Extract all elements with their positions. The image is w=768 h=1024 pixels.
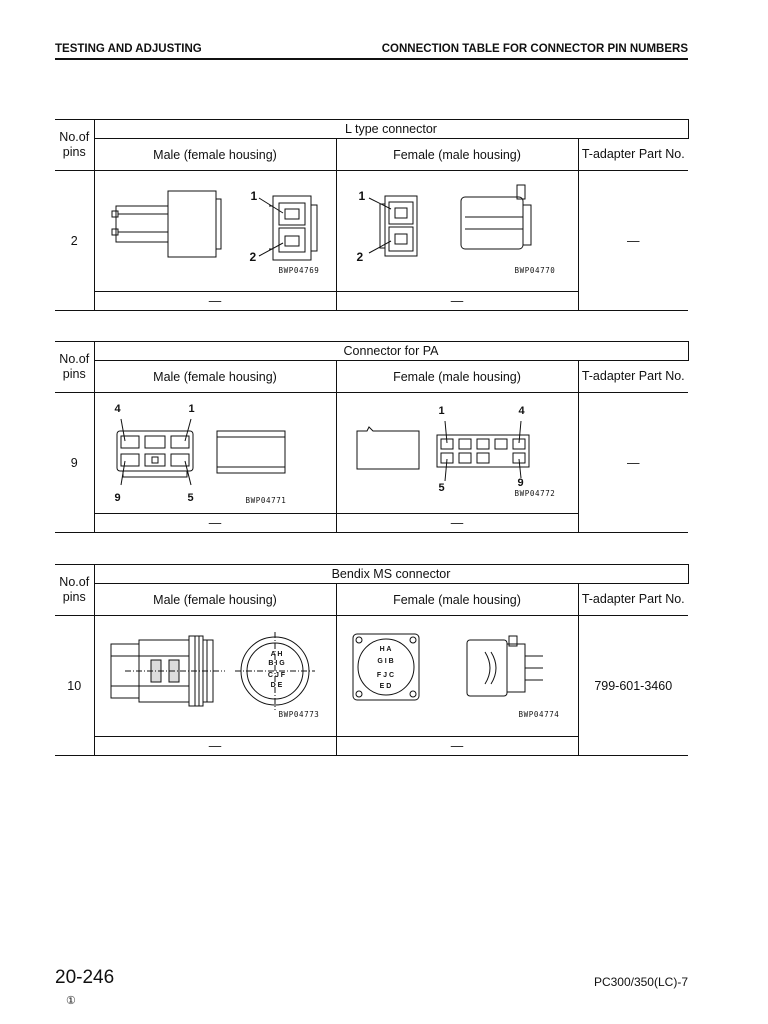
pin-mark: 9 [114,492,121,504]
no-of-pins-header: No.of pins [55,565,94,616]
page-number: 20-246 [55,967,115,988]
section-title: TESTING AND ADJUSTING [55,43,202,55]
male-drawing-cell [94,616,336,737]
pin-mark: 4 [518,405,525,417]
male-part-number: — [94,292,336,311]
tadapter-header: T-adapter Part No. [578,139,688,171]
pin-count: 2 [55,171,94,311]
l-type-connector-table [55,119,689,311]
tadapter-part-number: — [578,171,688,311]
drawing-code: BWP04772 [514,489,556,498]
male-drawing-cell [94,393,336,514]
male-header: Male (female housing) [94,139,336,171]
female-part-number: — [336,514,578,533]
male-part-number: — [94,737,336,756]
pin-letter: H A [379,646,392,653]
female-part-number: — [336,292,578,311]
male-header: Male (female housing) [94,584,336,616]
male-header: Male (female housing) [94,361,336,393]
pin-mark: 1 [438,405,445,417]
pin-count: 9 [55,393,94,533]
drawing-code: BWP04771 [245,496,287,505]
pin-mark: 4 [114,403,121,415]
drawing-code: BWP04774 [518,710,560,719]
pin-mark: 9 [517,477,524,489]
tadapter-part-number: — [578,393,688,533]
tadapter-header: T-adapter Part No. [578,361,688,393]
connector-type-title: L type connector [94,120,688,139]
no-of-pins-header: No.of pins [55,342,94,393]
pin-mark: 2 [249,250,257,264]
male-drawing-cell [94,171,336,292]
no-of-pins-header: No.of pins [55,120,94,171]
pin-letter: B I G [268,660,285,667]
pin-letter: F J C [376,672,395,679]
pin-mark: 5 [438,482,445,494]
drawing-code: BWP04770 [514,266,556,275]
pin-letter: A H [270,651,283,658]
female-part-number: — [336,737,578,756]
female-drawing-cell [336,171,578,292]
pin-mark: 5 [187,492,194,504]
pin-letter: D E [270,682,283,689]
pin-mark: 1 [188,403,195,415]
female-header: Female (male housing) [336,584,578,616]
revision-mark: ① [66,995,76,1007]
drawing-code: BWP04773 [278,710,320,719]
pa-connector-table [55,341,689,533]
female-drawing-cell [336,616,578,737]
connector-type-title: Connector for PA [94,342,688,361]
page-header [55,42,688,60]
pin-mark: 2 [356,250,364,264]
male-part-number: — [94,514,336,533]
pin-count: 10 [55,616,94,756]
machine-model: PC300/350(LC)-7 [593,975,688,989]
female-drawing-cell [336,393,578,514]
bendix-ms-connector-table [55,564,689,756]
tadapter-header: T-adapter Part No. [578,584,688,616]
pin-mark: 1 [358,189,366,203]
tadapter-part-number: 799-601-3460 [578,616,688,756]
page-topic: CONNECTION TABLE FOR CONNECTOR PIN NUMBERS [381,43,688,55]
connector-type-title: Bendix MS connector [94,565,688,584]
pin-letter: E D [379,683,392,690]
female-header: Female (male housing) [336,361,578,393]
pin-mark: 1 [250,189,258,203]
drawing-code: BWP04769 [278,266,320,275]
pa-male-drawing [95,393,337,513]
pin-letter: G I B [377,658,394,665]
pin-letter: C J F [267,672,286,679]
female-header: Female (male housing) [336,139,578,171]
